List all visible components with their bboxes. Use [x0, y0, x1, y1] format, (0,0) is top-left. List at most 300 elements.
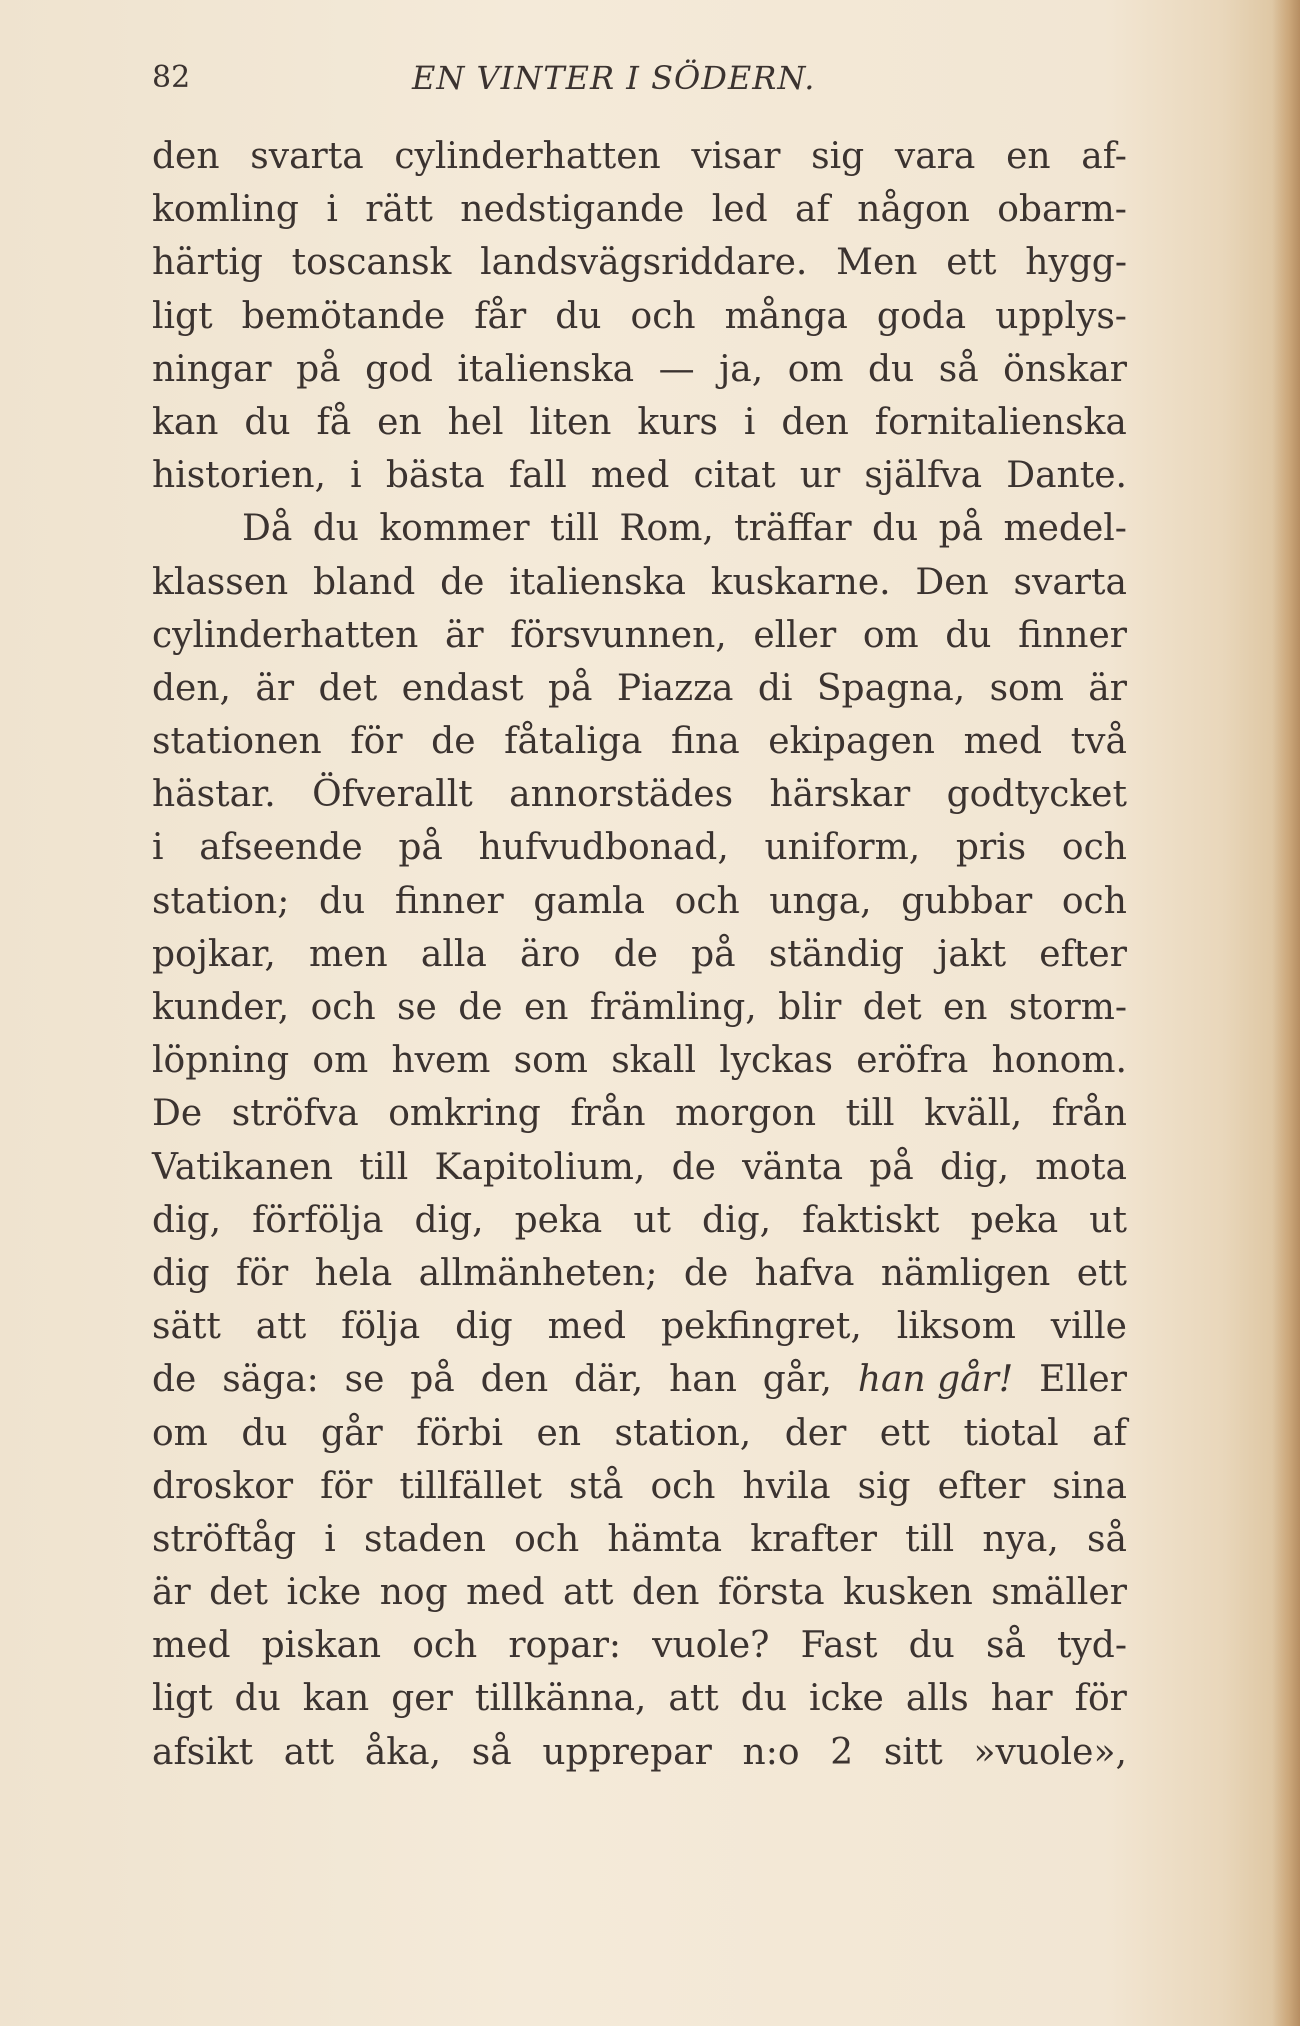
word: efter	[1039, 933, 1127, 975]
text-line	[152, 1300, 1127, 1353]
word: du	[555, 295, 602, 337]
word: du	[871, 508, 919, 550]
word: gamla	[533, 880, 646, 922]
word: de	[458, 987, 503, 1028]
word: är	[1088, 667, 1127, 709]
word: kan	[152, 401, 219, 443]
word: för	[1074, 1678, 1127, 1720]
word: gubbar	[901, 880, 1033, 922]
word: visar	[691, 136, 781, 177]
word: krafter	[750, 1518, 877, 1560]
word: till	[905, 1518, 955, 1560]
word: tyd-	[1056, 1625, 1127, 1667]
word: Men	[836, 242, 918, 284]
word: på	[296, 348, 341, 390]
word: bästa	[385, 455, 485, 497]
word: finner	[1018, 614, 1127, 656]
word: rätt	[365, 189, 433, 231]
word: unga,	[769, 880, 872, 922]
word: af	[1092, 1412, 1127, 1454]
word: tillkänna,	[474, 1678, 647, 1720]
word: och	[1061, 880, 1127, 922]
word: sig	[811, 136, 865, 177]
page-number: 82	[152, 60, 191, 95]
word: der	[784, 1412, 847, 1454]
word: Piazza	[616, 667, 734, 709]
word: går	[321, 1412, 383, 1454]
word: till	[845, 1093, 895, 1135]
text-line	[152, 183, 1127, 236]
word: alla	[420, 933, 487, 975]
word: du	[740, 1678, 788, 1720]
word: pojkar,	[152, 933, 276, 975]
word: lyckas	[719, 1040, 833, 1082]
word: sig	[857, 1465, 911, 1507]
text-line	[152, 130, 1127, 183]
word: kuskarne.	[710, 561, 891, 603]
word: honom.	[991, 1040, 1127, 1082]
word: en	[536, 1412, 582, 1454]
word: af-	[1081, 136, 1127, 177]
word: kväll,	[924, 1093, 1023, 1135]
word: piskan	[261, 1625, 382, 1667]
word: med	[963, 721, 1043, 763]
word: ville	[1050, 1306, 1127, 1348]
word: ständig	[768, 933, 905, 975]
word: ut	[1089, 1199, 1127, 1241]
word: toscansk	[291, 242, 452, 284]
word: med	[547, 1306, 627, 1348]
word: svarta	[1013, 561, 1127, 603]
word: hämta	[607, 1518, 723, 1560]
word: åka,	[364, 1731, 442, 1773]
word: afsikt	[152, 1731, 254, 1773]
word: afseende	[199, 827, 363, 869]
word: ningar	[152, 348, 272, 390]
word: den	[631, 1572, 700, 1614]
word: ekipagen	[768, 721, 935, 763]
word: ger	[391, 1678, 453, 1720]
word: någon	[857, 189, 970, 231]
word: försvunnen,	[510, 614, 727, 656]
word: att	[668, 1678, 719, 1720]
word: icke	[286, 1572, 362, 1614]
word: —	[658, 348, 695, 390]
word: historien,	[152, 455, 326, 497]
word: tiotal	[963, 1412, 1059, 1454]
word: italienska	[509, 561, 686, 603]
word: droskor	[152, 1465, 294, 1507]
word: hela	[314, 1252, 393, 1294]
word: icke	[809, 1678, 884, 1720]
word: som	[989, 667, 1064, 709]
word: pris	[955, 827, 1027, 869]
word: om	[152, 1412, 208, 1454]
word: går,	[762, 1359, 832, 1401]
word: ströftåg	[152, 1518, 297, 1560]
running-title: EN VINTER I SÖDERN.	[412, 59, 816, 97]
word: Öfverallt	[312, 774, 473, 816]
word: annorstädes	[509, 774, 734, 816]
word: den,	[152, 667, 231, 709]
text-line	[152, 1407, 1127, 1460]
word: du	[241, 1412, 288, 1454]
word: blir	[778, 987, 842, 1028]
word: ja,	[719, 348, 764, 390]
word: kommer	[379, 508, 530, 550]
word: så	[938, 348, 979, 390]
word: sina	[1052, 1465, 1127, 1507]
text-line	[152, 928, 1127, 981]
word: stå	[569, 1465, 624, 1507]
word: landsvägsriddare.	[480, 242, 808, 284]
word: vara	[894, 136, 976, 177]
word: förfölja	[252, 1199, 384, 1241]
word: hvila	[742, 1465, 831, 1507]
word: på	[691, 933, 736, 975]
word: en	[523, 987, 569, 1028]
word: de	[613, 933, 658, 975]
text-line	[152, 1087, 1127, 1140]
word: nya,	[982, 1518, 1059, 1560]
word: själfva	[864, 455, 983, 497]
word: nämligen	[880, 1252, 1051, 1294]
word: i	[326, 189, 338, 231]
word: där,	[574, 1359, 644, 1401]
word: station,	[614, 1412, 752, 1454]
word: Eller	[1039, 1359, 1127, 1401]
word: i	[152, 827, 164, 869]
word: dig	[455, 1306, 513, 1348]
word: dig,	[414, 1199, 484, 1241]
word: se	[344, 1359, 385, 1401]
text-line	[152, 396, 1127, 449]
word: god	[365, 348, 433, 390]
word: du	[319, 880, 366, 922]
word: hafva	[754, 1252, 855, 1294]
word: han	[669, 1359, 737, 1401]
word: storm-	[1008, 987, 1127, 1028]
word: led	[711, 189, 768, 231]
word: stationen	[152, 721, 322, 763]
word: »vuole»,	[973, 1731, 1127, 1773]
text-line	[152, 768, 1127, 821]
word: ligt	[152, 1678, 213, 1720]
text-line	[152, 715, 1127, 768]
word: två	[1070, 721, 1127, 763]
word: har	[990, 1678, 1053, 1720]
word: kusken	[843, 1572, 973, 1614]
word: och	[412, 1625, 478, 1667]
word: Rom,	[619, 508, 714, 550]
word: till	[550, 508, 600, 550]
word: du	[234, 1678, 281, 1720]
word: löpning	[152, 1040, 290, 1082]
word: och	[674, 880, 740, 922]
text-line	[152, 502, 1127, 555]
word: liten	[529, 401, 612, 443]
text-line	[152, 1566, 1127, 1619]
word: få	[316, 401, 352, 443]
word: svarta	[250, 136, 364, 177]
word: De	[152, 1093, 203, 1135]
word: för	[320, 1465, 373, 1507]
word: fall	[508, 455, 567, 497]
word: den	[480, 1359, 549, 1401]
word: Kapitolium,	[434, 1146, 646, 1188]
word: efter	[937, 1465, 1026, 1507]
word: Då	[242, 508, 293, 550]
word: klassen	[152, 561, 289, 603]
word: kan	[302, 1678, 370, 1720]
word: om	[312, 1040, 369, 1082]
word: vänta	[742, 1146, 844, 1188]
word: en	[1006, 136, 1051, 177]
word: komling	[152, 189, 299, 231]
word: äro	[520, 933, 581, 975]
word: 2	[830, 1731, 854, 1773]
word: och	[514, 1518, 580, 1560]
word: är	[444, 614, 484, 656]
word: dig,	[939, 1146, 1010, 1188]
text-line	[152, 1726, 1127, 1779]
word: af	[795, 189, 830, 231]
word: uniform,	[764, 827, 921, 869]
word: Den	[915, 561, 989, 603]
word: hel	[447, 401, 504, 443]
word: ut	[633, 1199, 671, 1241]
word: den	[781, 401, 849, 443]
word: du	[868, 348, 915, 390]
word: dig	[152, 1252, 210, 1294]
word: staden	[363, 1518, 486, 1560]
word: fina	[671, 721, 740, 763]
word: följa	[341, 1306, 421, 1348]
word: fornitalienska	[874, 401, 1127, 443]
word: medel-	[1003, 508, 1127, 550]
word: det	[318, 667, 378, 709]
word: ropar:	[508, 1625, 622, 1667]
word: alls	[905, 1678, 969, 1720]
word: att	[283, 1731, 335, 1773]
text-line	[152, 981, 1127, 1034]
word: ligt	[152, 295, 213, 337]
word: hvem	[391, 1040, 491, 1082]
word: många	[724, 295, 848, 337]
word: från	[570, 1093, 646, 1135]
word: goda	[876, 295, 967, 337]
word: det	[209, 1572, 268, 1614]
word: du	[945, 614, 992, 656]
word: nog	[379, 1572, 448, 1614]
word: kunder,	[152, 987, 290, 1028]
word: att	[563, 1572, 614, 1614]
word: se	[397, 987, 437, 1028]
word: ur	[799, 455, 841, 497]
page-edge-shadow	[1272, 0, 1300, 2026]
word: station;	[152, 880, 290, 922]
word: och	[310, 987, 376, 1028]
word: härtig	[152, 242, 263, 284]
word: hygg-	[1025, 242, 1127, 284]
word: godtycket	[946, 774, 1127, 816]
word: de	[683, 1252, 729, 1294]
text-line	[152, 1672, 1127, 1725]
word: i	[743, 401, 756, 443]
word: kurs	[637, 401, 719, 443]
word: de	[671, 1146, 716, 1188]
word: det	[862, 987, 922, 1028]
word: n:o	[742, 1731, 800, 1773]
word: cylinderhatten	[394, 136, 661, 177]
word: du	[908, 1625, 955, 1667]
word: du	[244, 401, 291, 443]
word: är	[255, 667, 295, 709]
word: ett	[1076, 1252, 1127, 1294]
page-header	[152, 58, 1132, 98]
word: på	[410, 1359, 455, 1401]
word: finner	[394, 880, 504, 922]
word: cylinderhatten	[152, 614, 419, 656]
word: hästar.	[152, 774, 276, 816]
word: i	[350, 455, 362, 497]
word: men	[309, 933, 388, 975]
word: om	[787, 348, 844, 390]
word: bland	[313, 561, 416, 603]
word: dig,	[152, 1199, 222, 1241]
word: pekfingret,	[660, 1306, 862, 1348]
word: så	[985, 1625, 1026, 1667]
word: mota	[1035, 1146, 1127, 1188]
text-line	[152, 343, 1127, 396]
word: så	[1086, 1518, 1127, 1560]
text-line	[152, 821, 1127, 874]
word: från	[1051, 1093, 1127, 1135]
word: peka	[514, 1199, 603, 1241]
word: på	[398, 827, 443, 869]
word: på	[869, 1146, 914, 1188]
word: om	[862, 614, 919, 656]
word: di	[757, 667, 793, 709]
word: att	[255, 1306, 307, 1348]
word: skall	[611, 1040, 696, 1082]
word: ett	[946, 242, 997, 284]
word: allmänheten;	[418, 1252, 658, 1294]
word: en	[377, 401, 422, 443]
text-line	[152, 1353, 1127, 1406]
text-line	[152, 556, 1127, 609]
text-line	[152, 1034, 1127, 1087]
word: du	[312, 508, 359, 550]
word: för	[350, 721, 403, 763]
text-line	[152, 1194, 1127, 1247]
word: eröfra	[856, 1040, 969, 1082]
word: morgon	[675, 1093, 817, 1135]
word: tillfället	[399, 1465, 542, 1507]
word: träffar	[734, 508, 852, 550]
word: Spagna,	[816, 667, 966, 709]
word: ett	[879, 1412, 931, 1454]
word: liksom	[896, 1306, 1016, 1348]
word: fåtaliga	[504, 721, 643, 763]
word: hufvudbonad,	[478, 827, 729, 869]
word: jakt	[937, 933, 1007, 975]
word: vuole?	[652, 1625, 770, 1667]
word: dig,	[702, 1199, 772, 1241]
word: som	[513, 1040, 588, 1082]
word: och	[630, 295, 696, 337]
word: den	[152, 136, 220, 177]
body-text	[152, 130, 1127, 1779]
word: främling,	[589, 987, 757, 1028]
word: upplys-	[995, 295, 1127, 337]
word: får	[474, 295, 527, 337]
text-line	[152, 1247, 1127, 1300]
text-line	[152, 290, 1127, 343]
word: endast	[401, 667, 524, 709]
text-line	[152, 1619, 1127, 1672]
word: italienska	[457, 348, 635, 390]
word: i	[324, 1518, 336, 1560]
text-line	[152, 1141, 1127, 1194]
word: en	[942, 987, 988, 1028]
word: med	[466, 1572, 545, 1614]
word: sitt	[883, 1731, 943, 1773]
word: upprepar	[542, 1731, 712, 1773]
word: på	[938, 508, 984, 550]
word: så	[471, 1731, 512, 1773]
word: peka	[970, 1199, 1059, 1241]
word: obarm-	[997, 189, 1127, 231]
word: sätt	[152, 1306, 221, 1348]
word: citat	[693, 455, 776, 497]
word: bemötande	[241, 295, 446, 337]
word: de	[152, 1359, 197, 1401]
word: till	[359, 1146, 409, 1188]
word: eller	[753, 614, 837, 656]
text-line	[152, 1513, 1127, 1566]
word: önskar	[1003, 348, 1127, 390]
word: faktiskt	[802, 1199, 940, 1241]
word: Dante.	[1006, 455, 1127, 497]
word: med	[152, 1625, 231, 1667]
word: på	[548, 667, 593, 709]
word: ströfva	[231, 1093, 359, 1135]
text-line	[152, 662, 1127, 715]
word: de	[440, 561, 485, 603]
word: förbi	[416, 1412, 504, 1454]
word: han går!	[857, 1359, 1014, 1401]
word: de	[431, 721, 476, 763]
text-line	[152, 449, 1127, 502]
text-line	[152, 1460, 1127, 1513]
word: smäller	[991, 1572, 1127, 1614]
word: och	[1061, 827, 1127, 869]
text-line	[152, 236, 1127, 289]
word: och	[650, 1465, 716, 1507]
word: första	[717, 1572, 825, 1614]
word: härskar	[769, 774, 911, 816]
word: är	[152, 1572, 191, 1614]
word: Fast	[800, 1625, 878, 1667]
text-line	[152, 875, 1127, 928]
word: omkring	[388, 1093, 541, 1135]
word: med	[590, 455, 670, 497]
word: för	[236, 1252, 289, 1294]
text-line	[152, 609, 1127, 662]
word: nedstigande	[460, 189, 685, 231]
word: säga:	[222, 1359, 319, 1401]
